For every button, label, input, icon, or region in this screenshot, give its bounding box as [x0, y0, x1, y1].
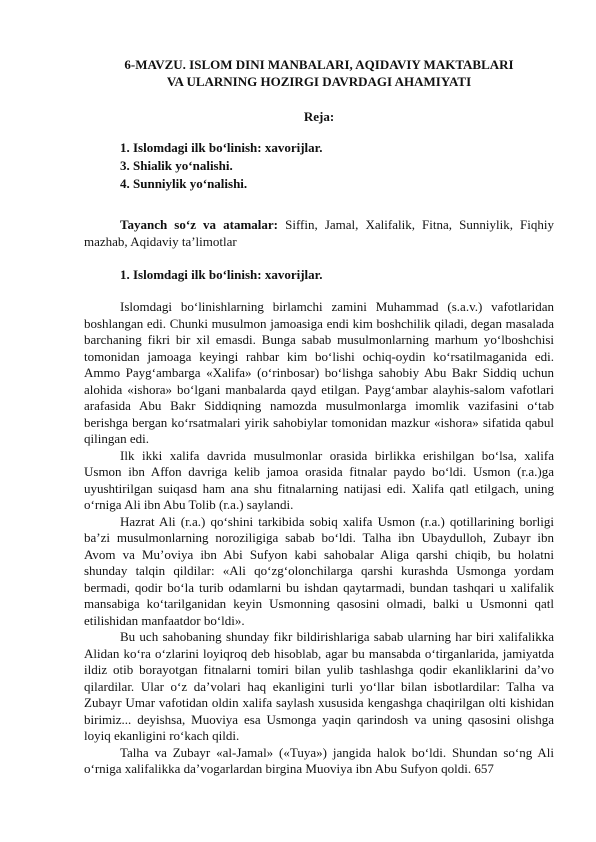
- keywords-paragraph: [84, 216, 554, 250]
- plan-item: 3. Shialik yo‘nalishi.: [120, 158, 233, 173]
- plan-item: 4. Sunniylik yo‘nalishi.: [120, 176, 248, 191]
- keywords-label: Tayanch so‘z va atamalar:: [120, 217, 279, 232]
- title-line-1: 6-MAVZU. ISLOM DINI MANBALARI, AQIDAVIY MAKTABLARI: [124, 57, 514, 72]
- paragraph: Ilk ikki xalifa davrida musulmonlar orasida birlikka erishilgan bo‘lsa, xalifa Usmon ibn Affon davriga kelib jamoa orasida fitnalar paydo bo‘ldi. Usmon (r.a.)ga uyushtirilgan suiqasd ham ana shu fitnalarning natijasi edi. Xalifa qatl etilgach, uning o‘rniga Ali ibn Abu Tolib (r.a.) saylandi.: [84, 447, 554, 512]
- plan-heading: Reja:: [303, 109, 335, 124]
- keywords-text: Siffin, Jamal, Xalifalik, Fitna, Sunniylik, Fiqhiy mazhab, Aqidaviy ta’limotlar: [84, 217, 554, 249]
- paragraph: Hazrat Ali (r.a.) qo‘shini tarkibida sobiq xalifa Usmon (r.a.) qotillarining borligi ba’zi musulmonlarning noroziligiga sabab bo‘ldi. Talha ibn Ubaydulloh, Zubayr ibn Avom va Mu’oviya ibn Abi Sufyon kabi sahobalar Aliga qarshi chiqib, bu holatni shunday talqin qildilar: «Ali qo‘zg‘olonchilarga qarshi kurashda Usmonga yordam bermadi, qodir bo‘la turib odamlarni bu ishdan qaytarmadi, bundan tashqari u xalifalik mansabiga ko‘tarilganidan keyin Usmonning qasosini olmadi, balki u Usmonni qatl etilishidan manfaatdor bo‘ldi».: [84, 513, 554, 628]
- paragraph: Islomdagi bo‘linishlarning birlamchi zamini Muhammad (s.a.v.) vafotlaridan boshlangan edi. Chunki musulmon jamoasiga endi kim boshchilik qiladi, degan masalada barchaning fikri bir xil emasdi. Bunga sabab musulmonlarning marhum yo‘lboshchisi tomonidan jamoaga keyingi rahbar kim bo‘lishi ochiq-oydin ko‘rsatilmaganida edi. Ammo Payg‘ambarga «Xalifa» (o‘rinbosar) bo‘lishga sahobiy Abu Bakr Siddiq uchun alohida «ishora» bo‘lgani manbalarda qayd etilgan. Payg‘ambar alayhis-salom vafotlari arafasida Abu Bakr Siddiqning namozda musulmonlarga imomlik vazifasini o‘tab berishga bergan ko‘rsatmalari yirik sahobiylar tomonidan mazkur «ishora» sifatida qabul qilingan edi.: [84, 299, 554, 446]
- plan-list: [120, 139, 323, 193]
- body-text: [84, 299, 554, 778]
- plan-item: 1. Islomdagi ilk bo‘linish: xavorijlar.: [120, 140, 323, 155]
- paragraph: Talha va Zubayr «al-Jamal» («Tuya») jangida halok bo‘ldi. Shundan so‘ng Ali o‘rniga xalifalikka da’vogarlardan birgina Muoviya ibn Abu Sufyon qoldi. 657: [84, 744, 554, 776]
- page-title: [84, 56, 554, 90]
- title-line-2: VA ULARNING HOZIRGI DAVRDAGI AHAMIYATI: [166, 74, 472, 89]
- section-heading: 1. Islomdagi ilk bo‘linish: xavorijlar.: [120, 267, 323, 282]
- paragraph: Bu uch sahobaning shunday fikr bildirishlariga sabab ularning har biri xalifalikka Alidan ko‘ra o‘zlarini loyiqroq deb hisoblab, agar bu mansabda o‘tirganlarida, jamiyatda ildiz otib borayotgan fitnalarni tomiri bilan yulib tashlashga qodir ekanliklarini da’vo qilardilar. Ular o‘z da’volari haq ekanligini turli yo‘llar bilan isbotlardilar: Talha va Zubayr Umar vafotidan oldin xalifa saylash xususida kengashga chaqirilgan olti kishidan birimiz... deyishsa, Muoviya esa Usmonga yaqin qarindosh va uning qasosini olishga loyiq ekanligini ro‘kach qildi.: [84, 629, 554, 743]
